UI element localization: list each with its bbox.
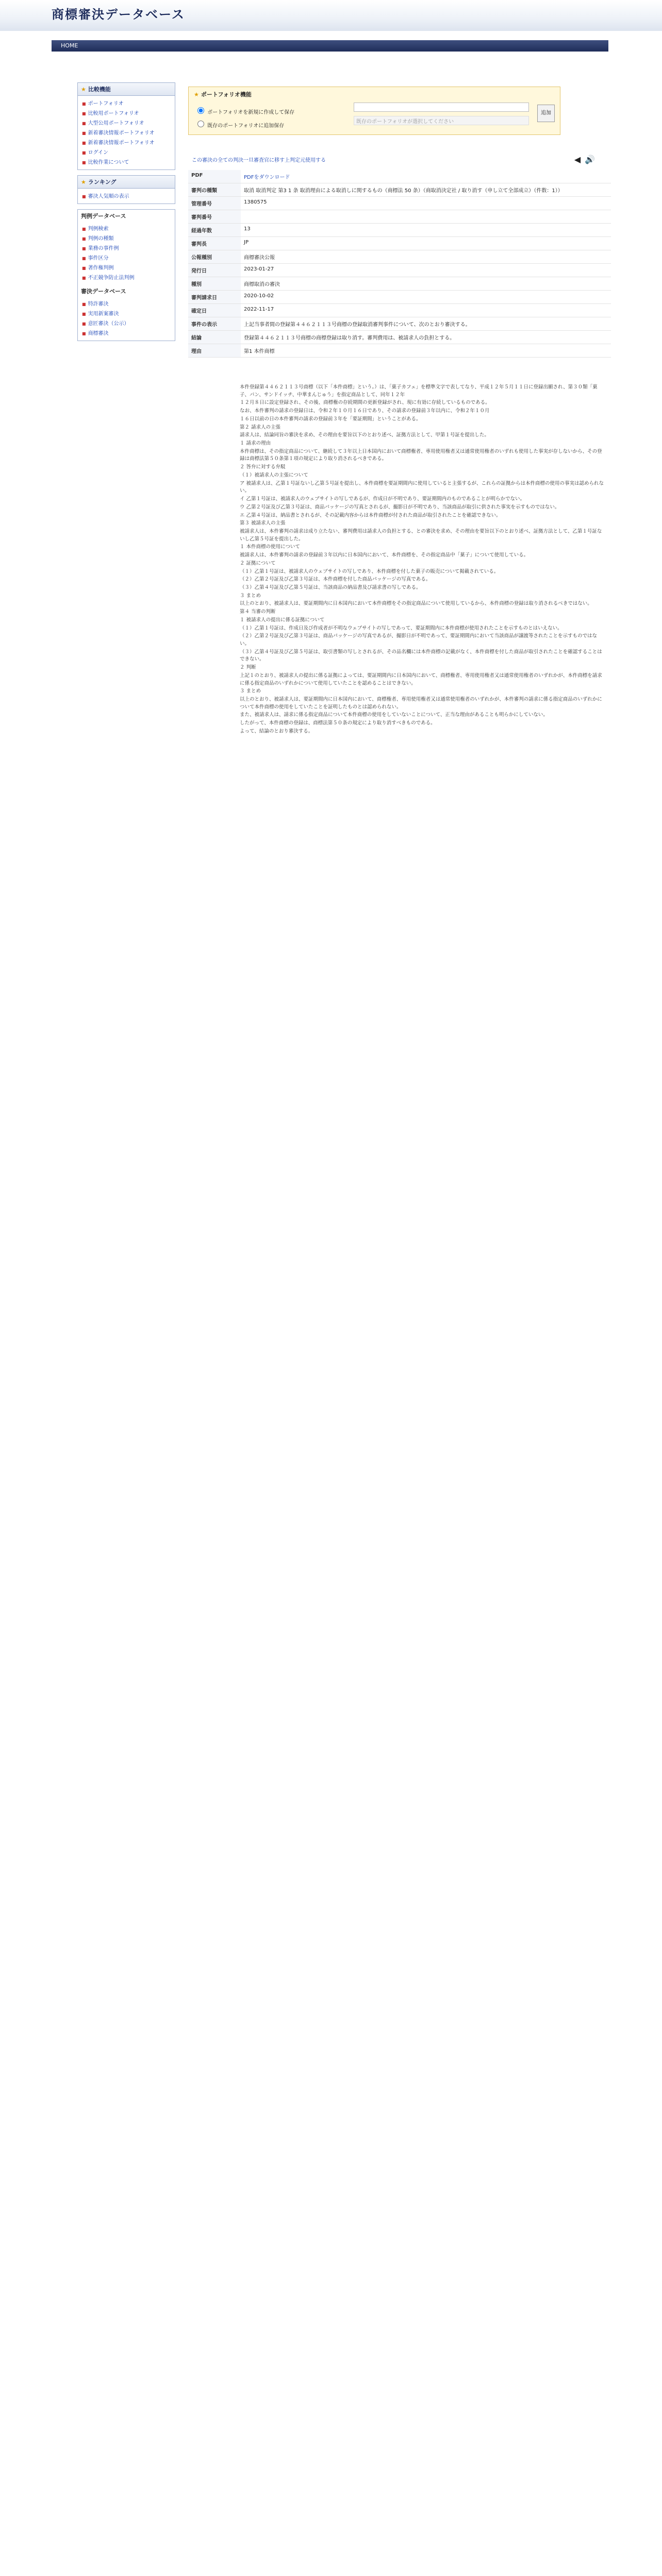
sidebar-item[interactable]: ■ ログイン (82, 150, 109, 156)
meta-value: 商標取消の審決 (241, 277, 611, 291)
meta-row (188, 170, 611, 183)
portfolio-select[interactable]: 既存のポートフォリオが選択してください (354, 116, 529, 125)
meta-value: JP (241, 237, 611, 250)
meta-row (188, 224, 611, 237)
body-paragraph: ３ まとめ (240, 592, 261, 599)
body-paragraph: 被請求人は、本件審判の請求の登録前３年以内に日本国内において、本件商標を、その指定商品中「菓子」について使用している。 (240, 552, 529, 558)
bullet-icon: ■ (82, 141, 86, 145)
meta-key: 発行日 (188, 264, 241, 277)
bullet-icon: ■ (82, 312, 86, 316)
body-paragraph: （１）乙第１号証は、作成日及び作成者が不明なウェブサイトの写しであって、要証期間内に本件商標が使用されたことを示すものとはいえない。 (240, 625, 562, 631)
body-paragraph: 以上のとおり、被請求人は、要証期間内に日本国内において、商標権者、専用使用権者又は通常使用権者のいずれかが、本件審判の請求に係る指定商品のいずれかについて本件商標の使用をしていたことを証明したものとは認められない。 (240, 697, 602, 710)
meta-value: 登録第４４６２１１３号商標の商標登録は取り消す。審判費用は、被請求人の負担とする。 (241, 331, 611, 344)
bullet-icon: ■ (82, 150, 86, 155)
bullet-icon: ■ (82, 160, 86, 165)
body-paragraph: （２）乙第２号証及び乙第３号証は、本件商標を付した商品パッケージの写真である。 (240, 577, 431, 583)
body-paragraph: （１）被請求人の主張について (240, 472, 308, 478)
meta-key: 事件の表示 (188, 317, 241, 331)
nav-home-link[interactable]: HOME (61, 42, 78, 49)
bullet-icon: ■ (82, 111, 86, 116)
bullet-icon: ■ (82, 256, 86, 261)
meta-row (188, 304, 611, 317)
ranking-box (77, 175, 175, 204)
database-box (77, 209, 175, 341)
bullet-icon: ■ (82, 321, 86, 326)
body-paragraph: なお、本件審判の請求の登録日は、令和２年１０月１６日であり、その請求の登録前３年以内に、令和２年１０月 (240, 408, 490, 414)
bullet-icon: ■ (82, 276, 86, 280)
sidebar-item[interactable]: ■ ポートフォリオ (82, 101, 124, 107)
body-paragraph: ３ まとめ (240, 688, 261, 694)
speaker-icon[interactable]: 🔊 (585, 155, 595, 164)
sidebar-item[interactable]: ■ 審決人気順の表示 (82, 194, 129, 199)
decision-body (240, 384, 606, 736)
bullet-icon: ■ (82, 101, 86, 106)
bullet-icon: ■ (82, 121, 86, 126)
case-db-title: 判例データベース (81, 213, 126, 219)
meta-value: 上記当事者間の登録第４４６２１１３号商標の登録取消審判事件について、次のとおり審決する。 (241, 317, 611, 331)
body-paragraph: ２ 判断 (240, 665, 256, 671)
meta-row (188, 331, 611, 344)
meta-value (241, 210, 611, 224)
body-paragraph: エ 乙第４号証は、納品書とされるが、その記載内容からは本件商標が付された商品が取引されたことを確認できない。 (240, 512, 501, 518)
meta-key: 公報種別 (188, 250, 241, 264)
body-paragraph: １ 請求の理由 (240, 440, 271, 447)
sidebar-item[interactable]: ■ 実用新案審決 (82, 311, 119, 317)
body-paragraph: また、被請求人は、請求に係る指定商品について本件商標の使用をしていないことについて、正当な理由があることも明らかにしていない。 (240, 712, 548, 718)
trial-db-title: 審決データベース (81, 288, 126, 295)
existing-portfolio-radio[interactable] (197, 121, 204, 127)
bullet-icon: ■ (82, 236, 86, 241)
sidebar-item[interactable]: ■ 不正競争防止法判例 (82, 275, 135, 281)
body-paragraph: イ 乙第１号証は、被請求人のウェブサイトの写しであるが、作成日が不明であり、要証期間内のものであることが明らかでない。 (240, 496, 525, 502)
bullet-icon: ■ (82, 331, 86, 336)
body-paragraph: 本件登録第４４６２１１３号商標（以下「本件商標」という。）は、「菓子カフェ」を標準文字で表してなり、平成１２年５月１１日に登録出願され、第３０類「菓子、パン、サンドイッチ、中華まんじゅう」を指定商品として、同年１２年 (240, 384, 598, 398)
portfolio-name-input[interactable] (354, 103, 529, 112)
meta-row (188, 264, 611, 277)
meta-row (188, 210, 611, 224)
star-icon: ★ (81, 86, 86, 93)
body-paragraph: 第４ 当審の判断 (240, 609, 276, 615)
meta-row (188, 344, 611, 358)
new-portfolio-radio[interactable] (197, 107, 204, 114)
body-paragraph: したがって、本件商標の登録は、商標法第５０条の規定により取り消すべきものである。 (240, 720, 436, 726)
compare-box-title: ★ 比較機能 (78, 83, 175, 96)
meta-row (188, 250, 611, 264)
sidebar-item[interactable]: ■ 判例検索 (82, 226, 109, 232)
bullet-icon: ■ (82, 227, 86, 231)
meta-key: 審判長 (188, 237, 241, 250)
meta-key: 経過年数 (188, 224, 241, 237)
meta-value: 2022-11-17 (241, 304, 611, 317)
meta-row (188, 291, 611, 304)
meta-value: 1380575 (241, 197, 611, 210)
body-paragraph: １ 被請求人の提出に係る証拠について (240, 617, 325, 623)
meta-row (188, 277, 611, 291)
body-paragraph: ２ 答弁に対する弁駁 (240, 464, 286, 470)
meta-row (188, 197, 611, 210)
meta-key: 結論 (188, 331, 241, 344)
meta-key: 審判請求日 (188, 291, 241, 304)
body-paragraph: 本件商標は、その指定商品について、継続して３年以上日本国内において商標権者、専用使用権者又は通常使用権者のいずれも使用した事実が存しないから、その登録は商標法第５０条第１項の規定により取り消されるべきである。 (240, 448, 602, 462)
portfolio-panel (188, 87, 560, 135)
bullet-icon: ■ (82, 266, 86, 270)
body-paragraph: １ 本件商標の使用について (240, 544, 300, 550)
sidebar-item[interactable]: ■ 事件区分 (82, 256, 109, 261)
body-paragraph: （３）乙第４号証及び乙第５号証は、当該商品の納品書及び請求書の写しである。 (240, 584, 421, 590)
star-icon: ★ (194, 91, 199, 98)
related-link[interactable]: この審決の全ての判決一旦審査官に移す上判定元使用する (192, 158, 326, 163)
sidebar (77, 82, 175, 346)
body-paragraph: ウ 乙第２号証及び乙第３号証は、商品パッケージの写真とされるが、撮影日が不明であり、当該商品が取引に供された事実を示すものではない。 (240, 504, 560, 510)
bullet-icon: ■ (82, 246, 86, 251)
sidebar-item[interactable]: ■ 特許審決 (82, 301, 109, 307)
body-paragraph: １２月８日に設定登録され、その後、商標権の存続期間の更新登録がされ、現に有効に存続しているものである。 (240, 400, 490, 406)
site-logo[interactable]: 商標審決データベース (52, 7, 185, 22)
sidebar-item[interactable]: ■ 判例の種類 (82, 236, 114, 242)
portfolio-new-option[interactable]: ポートフォリオを新規に作成して保存 (195, 106, 294, 115)
body-paragraph: 上記１のとおり、被請求人の提出に係る証拠によっては、要証期間内に日本国内において、商標権者、専用使用権者又は通常使用権者のいずれかが、本件商標を請求に係る指定商品のいずれかについて使用していたことを認めることはできない。 (240, 672, 602, 686)
sidebar-item[interactable]: ■ 意匠審決（公示） (82, 321, 129, 327)
meta-table (188, 170, 611, 358)
body-paragraph: 以上のとおり、被請求人は、要証期間内に日本国内において本件商標をその指定商品について使用しているから、本件商標の登録は取り消されるべきではない。 (240, 601, 592, 607)
meta-row (188, 183, 611, 197)
body-paragraph: １６日以前の日の本件審判の請求の登録前３年を「要証期間」ということがある。 (240, 416, 421, 422)
bullet-icon: ■ (82, 302, 86, 307)
meta-key: 種別 (188, 277, 241, 291)
meta-value: 商標審決公報 (241, 250, 611, 264)
main-nav (52, 40, 608, 52)
body-paragraph: よって、結論のとおり審決する。 (240, 728, 313, 734)
body-paragraph: （２）乙第２号証及び乙第３号証は、商品パッケージの写真であるが、撮影日が不明であって、要証期間内において当該商品が譲渡等されたことを示すものではない。 (240, 633, 598, 647)
meta-key: PDF (188, 170, 241, 183)
back-icon[interactable]: ◀ (574, 155, 581, 164)
sidebar-item[interactable]: ■ 比較用ポートフォリオ (82, 111, 139, 116)
sidebar-item[interactable]: ■ 新着審決情報ポートフォリオ (82, 130, 155, 136)
action-icons (572, 155, 597, 165)
compare-box (77, 82, 175, 170)
meta-value: 2020-10-02 (241, 291, 611, 304)
body-paragraph: （１）乙第１号証は、被請求人のウェブサイトの写しであり、本件商標を付した菓子の販売について掲載されている。 (240, 568, 499, 574)
sidebar-item[interactable]: ■ 新着審決情報ポートフォリオ (82, 140, 155, 146)
sidebar-item[interactable]: ■ 大型公用ポートフォリオ (82, 121, 144, 126)
bullet-icon: ■ (82, 194, 86, 199)
sidebar-item[interactable]: ■ 業務の事件例 (82, 246, 119, 251)
sidebar-item[interactable]: ■ 著作権判例 (82, 265, 114, 271)
star-icon: ★ (81, 179, 86, 185)
portfolio-existing-option[interactable]: 既存のポートフォリオに追加保存 (195, 119, 284, 129)
meta-key: 理由 (188, 344, 241, 358)
body-paragraph: 第３ 被請求人の主張 (240, 520, 286, 527)
meta-value: 13 (241, 224, 611, 237)
meta-row (188, 237, 611, 250)
bullet-icon: ■ (82, 131, 86, 135)
body-paragraph: 被請求人は、本件審判の請求は成り立たない、審判費用は請求人の負担とする、との審決を求め、その理由を要旨以下のとおり述べ、証拠方法として、乙第１号証ないし乙第５号証を提出した。 (240, 528, 602, 542)
body-paragraph: （３）乙第４号証及び乙第５号証は、取引書類の写しとされるが、その品名欄には本件商標の記載がなく、本件商標を付した商品が取引されたことを確認することはできない。 (240, 649, 602, 663)
ranking-box-title: ★ ランキング (78, 176, 175, 189)
meta-value: 取消 取消判定 第3 1 条 取消理由による取消しに関するもの（商標法 50 条）（商取消決定社 / 取り消す（申し立て全部成立）（件数：1）） (241, 183, 611, 197)
body-paragraph: 第２ 請求人の主張 (240, 424, 281, 430)
body-paragraph: 請求人は、結論同旨の審決を求め、その理由を要旨以下のとおり述べ、証拠方法として、甲第１号証を提出した。 (240, 432, 489, 438)
meta-key: 審判の種類 (188, 183, 241, 197)
meta-key: 確定日 (188, 304, 241, 317)
meta-value: 2023-01-27 (241, 264, 611, 277)
meta-row (188, 317, 611, 331)
pdf-download-link[interactable]: PDFをダウンロード (241, 170, 611, 183)
sidebar-item[interactable]: ■ 商標審決 (82, 331, 109, 336)
body-paragraph: ２ 証拠について (240, 560, 276, 566)
meta-value: 第1 本件商標 (241, 344, 611, 358)
site-header (0, 0, 662, 31)
portfolio-add-button[interactable]: 追加 (537, 105, 555, 122)
meta-key: 管理番号 (188, 197, 241, 210)
meta-key: 審判番号 (188, 210, 241, 224)
portfolio-title: ★ ポートフォリオ機能 (194, 91, 252, 98)
body-paragraph: ア 被請求人は、乙第１号証ないし乙第５号証を提出し、本件商標を要証期間内に使用していると主張するが、これらの証拠からは本件商標の使用の事実は認められない。 (240, 480, 604, 494)
sidebar-item[interactable]: ■ 比較作業について (82, 160, 129, 165)
